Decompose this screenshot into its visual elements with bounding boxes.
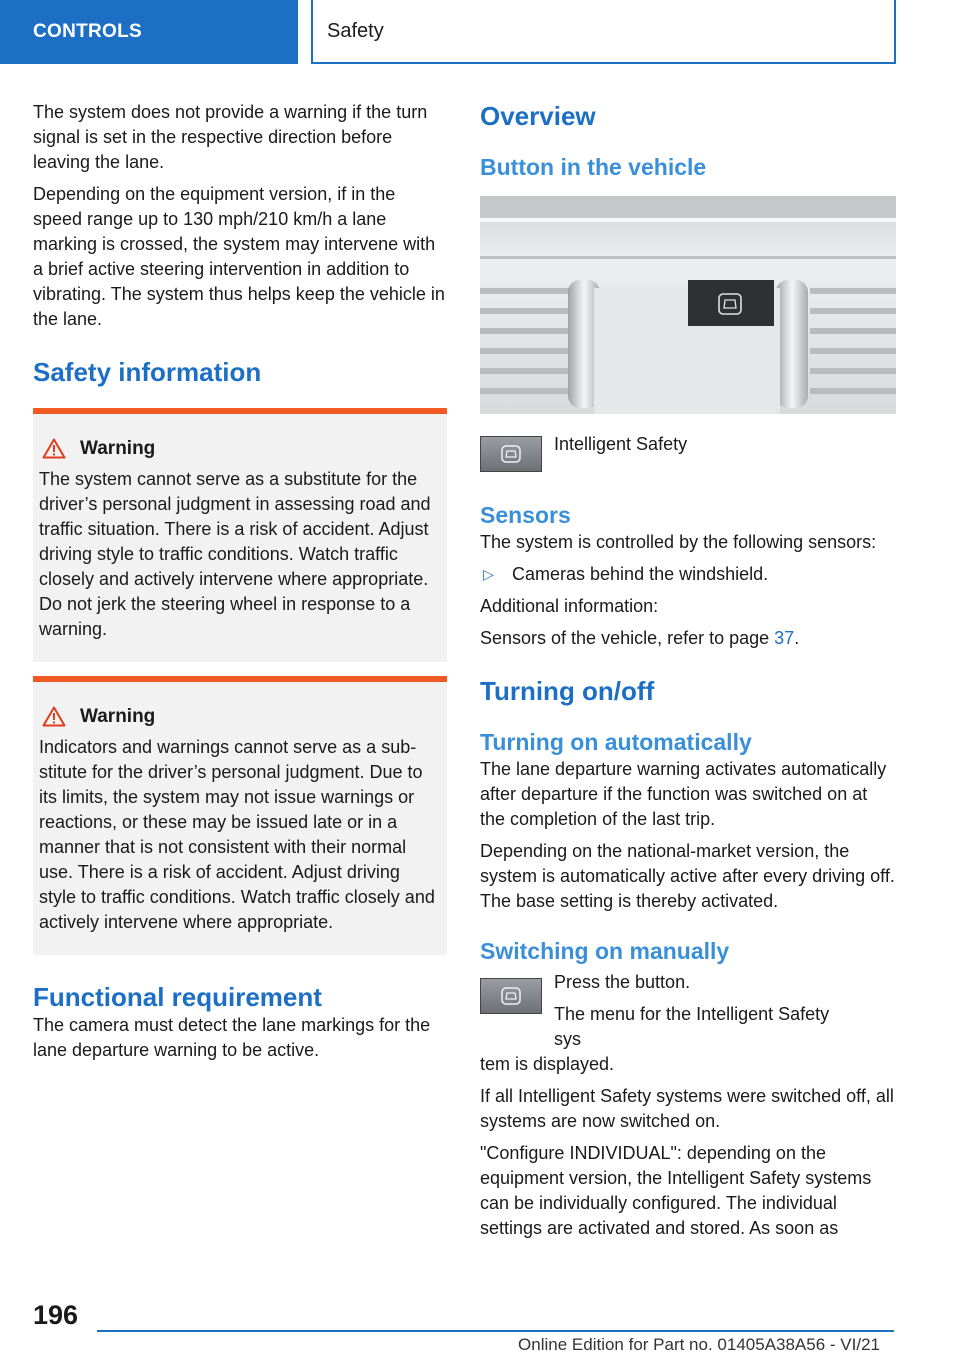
- chapter-title: Safety: [311, 0, 896, 64]
- sensors-text: The system is controlled by the following sensors:: [480, 532, 877, 552]
- warning-box-2: [33, 676, 447, 955]
- turning-on-automatically-heading: Turning on automatically: [480, 729, 752, 755]
- manual-step-text: [554, 970, 861, 1052]
- button-caption-row: [480, 432, 896, 472]
- footer-edition: Online Edition for Part no. 01405A38A56 - VI/21: [518, 1335, 880, 1354]
- functional-requirement-heading: Functional requirement: [33, 982, 322, 1012]
- manual-step-2a: The menu for the Intelligent Safety sys: [554, 1004, 830, 1049]
- manual-paragraph-1: If all Intelligent Safety systems were switched off, all systems are now switched on.: [480, 1086, 894, 1131]
- warning-title-2: [39, 704, 441, 729]
- left-column: [33, 100, 447, 1070]
- intelligent-safety-button-icon: [480, 978, 542, 1014]
- turning-on-off-heading: Turning on/off: [480, 676, 655, 706]
- intro-paragraph-1: The system does not provide a warning if the turn signal is set in the respective direction before leaving the lane.: [33, 102, 428, 172]
- warning-text-1: The system cannot serve as a substitute for the driver’s personal judgment in assessing road and traffic situation. There is a risk of accident. Adjust driving style to traffic conditions. Watch traffic closely and actively intervene where appropriate. Do not jerk the steering wheel in response to a warning.: [39, 469, 431, 639]
- sensors-reference: [480, 626, 896, 651]
- page-reference-link[interactable]: 37: [774, 628, 795, 648]
- warning-triangle-icon: [42, 706, 66, 727]
- button-in-vehicle-heading: Button in the vehicle: [480, 154, 707, 180]
- warning-title-1: [39, 436, 441, 461]
- overview-heading: Overview: [480, 101, 596, 131]
- additional-information-label: Additional information:: [480, 596, 659, 616]
- manual-step-1: Press the button.: [554, 972, 691, 992]
- warning-text-2: Indicators and warnings cannot serve as a substitute for the driver’s personal judgment. Due to its limits, the system may not issue warnings or reactions, or these may be issued late or in a manner that is not consistent with their normal use. There is a risk of accident. Adjust driving style to traffic conditions. Watch traffic closely and actively intervene where appropriate.: [39, 737, 435, 932]
- warning-title-text-2: Warning: [80, 706, 156, 727]
- warning-triangle-icon: [42, 438, 66, 459]
- sensors-bullet-text: Cameras behind the windshield.: [512, 564, 769, 584]
- manual-step-row: [480, 970, 896, 1052]
- functional-requirement-text: The camera must detect the lane markings for the lane departure warning to be active.: [33, 1015, 431, 1060]
- intelligent-safety-button-icon: [480, 436, 542, 472]
- auto-paragraph-2: Depending on the national-market version, the system is automatically active after every driving off. The base setting is thereby activated.: [480, 841, 895, 911]
- bullet-triangle-icon: ▷: [483, 566, 494, 582]
- sensors-heading: Sensors: [480, 502, 571, 528]
- sensors-reference-text: Sensors of the vehicle, refer to page: [480, 628, 775, 648]
- button-caption: Intelligent Safety: [554, 434, 688, 454]
- warning-box-1: [33, 408, 447, 662]
- button-photo: [480, 196, 896, 414]
- list-item: [480, 562, 896, 587]
- manual-paragraph-2: "Configure INDIVIDUAL": depending on the equipment version, the Intelligent Safety systems can be individually configured. The individual settings are activated and stored. As soon as: [480, 1143, 872, 1238]
- warning-title-text-1: Warning: [80, 438, 156, 459]
- manual-step-2b: tem is displayed.: [480, 1054, 615, 1074]
- auto-paragraph-1: The lane departure warning activates automatically after departure if the function was switched on at the completion of the last trip.: [480, 759, 887, 829]
- page-number: 196: [33, 1300, 79, 1330]
- safety-information-heading: Safety information: [33, 357, 262, 387]
- intro-paragraph-2: Depending on the equipment version, if in the speed range up to 130 mph/210 km/h a lane marking is crossed, the system may intervene with a brief active steering intervention in addition to vibrating. The system thus helps keep the vehicle in the lane.: [33, 184, 445, 329]
- switching-on-manually-heading: Switching on manually: [480, 938, 730, 964]
- right-column: [480, 100, 896, 1248]
- section-tab: CONTROLS: [0, 0, 298, 64]
- sensors-reference-end: .: [794, 628, 800, 648]
